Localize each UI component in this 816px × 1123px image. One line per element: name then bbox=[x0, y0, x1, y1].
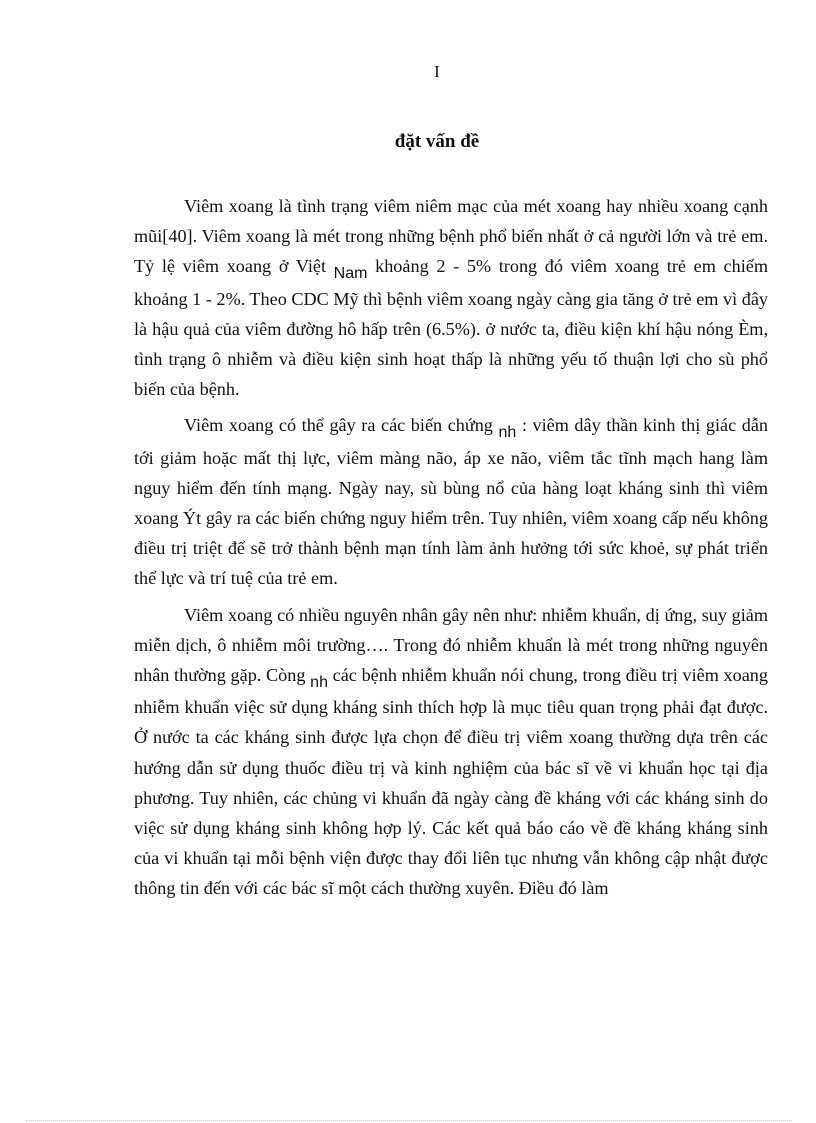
subscript-text: Nam bbox=[333, 265, 368, 283]
paragraph-3 bbox=[134, 600, 768, 904]
paragraph-text: Viêm xoang có nhiều nguyên nhân gây nên như: nhiễm khuẩn, dị ứng, suy giảm miễn dịch, ô nhiễm môi trường…. Trong đó nhiễm khuẩn là mét trong những nguyên nhân thường gặp. Còng bbox=[134, 604, 768, 686]
paragraph-text: : viêm dây thần kinh thị giác dẫn tới giảm hoặc mất thị lực, viêm màng não, áp xe não, viêm tắc tĩnh mạch hang làm nguy hiểm đến tính mạng. Ngày nay, sù bùng nổ của hàng loạt kháng sinh thì viêm xoang Ýt gây ra các biến chứng nguy hiểm trên. Tuy nhiên, viêm xoang cấp nếu không điều trị triệt để sẽ trở thành bệnh mạn tính làm ảnh hưởng tới sức khoẻ, sự phát triển thể lực và trí tuệ của trẻ em. bbox=[134, 415, 768, 589]
section-title: đặt vấn đề bbox=[394, 131, 480, 152]
subscript-text: nh bbox=[498, 424, 517, 442]
page-bottom-divider bbox=[26, 1120, 792, 1121]
paragraph-text: Viêm xoang có thể gây ra các biến chứng bbox=[184, 415, 499, 436]
body-text bbox=[134, 191, 768, 904]
paragraph-text: các bệnh nhiễm khuẩn nói chung, trong điều trị viêm xoang nhiễm khuẩn việc sử dụng kháng sinh thích hợp là mục tiêu quan trọng phải đạt được. Ở nước ta các kháng sinh được lựa chọn để điều trị viêm xoang thường dựa trên các hướng dẫn sử dụng thuốc điều trị và kinh nghiệm của bác sĩ về vi khuẩn học tại địa phương. Tuy nhiên, các chủng vi khuẩn đã ngày càng đề kháng với các kháng sinh do việc sử dụng kháng sinh không hợp lý. Các kết quả báo cáo về đề kháng kháng sinh của vi khuẩn tại mỗi bệnh viện được thay đổi liên tục nhưng vẫn không cập nhật được thông tin đến với các bác sĩ một cách thường xuyên. Điều đó làm bbox=[134, 665, 768, 899]
paragraph-2 bbox=[134, 410, 768, 593]
paragraph-text: khoảng 2 - 5% trong đó viêm xoang trẻ em chiếm khoảng 1 - 2%. Theo CDC Mỹ thì bệnh viêm xoang ngày càng gia tăng ở trẻ em vì đây là hậu quả của viêm đường hô hấp trên (6.5%). ở nước ta, điều kiện khí hậu nóng Èm, tình trạng ô nhiễm và điều kiện sinh hoạt thấp là những yếu tố thuận lợi cho sù phổ biến của bệnh. bbox=[134, 256, 768, 400]
paragraph-1 bbox=[134, 191, 768, 404]
subscript-text: nh bbox=[310, 674, 328, 692]
page-number: I bbox=[434, 62, 440, 81]
paragraph-text: Viêm xoang là tình trạng viêm niêm mạc của mét xoang hay nhiều xoang cạnh mũi[40]. Viêm xoang là mét trong những bệnh phổ biến nhất ở cả người lớn và trẻ em. Tỷ lệ viêm xoang ở Việt bbox=[134, 196, 768, 277]
